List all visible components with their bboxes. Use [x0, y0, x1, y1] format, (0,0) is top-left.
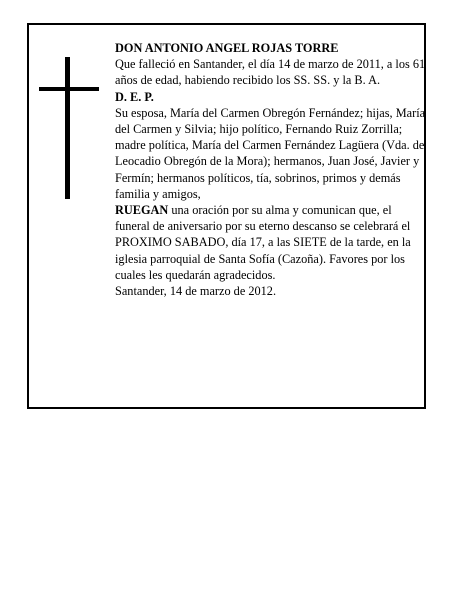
cross-horizontal-bar — [39, 87, 99, 91]
request-body: una oración por su alma y comunican que, el funeral de aniversario por su eterno descanso se celebrará el PROXIMO SABADO, día 17, a las SIETE de la tarde, en la iglesia parroquial de Santa Sofía (Cazoña). Favores por los cuales les quedarán agradecidos. — [115, 203, 411, 282]
funeral-request — [115, 202, 427, 283]
obituary-notice — [27, 23, 426, 409]
place-date: Santander, 14 de marzo de 2012. — [115, 284, 277, 299]
cross-vertical-bar — [65, 57, 70, 199]
request-lead: RUEGAN — [115, 203, 169, 218]
latin-cross-icon — [39, 57, 99, 199]
deceased-name: DON ANTONIO ANGEL ROJAS TORRE — [115, 41, 339, 55]
death-info: Que falleció en Santander, el día 14 de marzo de 2011, a los 61 años de edad, habiendo recibido los SS. SS. y la B. A. — [115, 57, 426, 88]
dep-line: D. E. P. — [115, 89, 154, 104]
notice-text-block — [115, 40, 427, 299]
family-list: Su esposa, María del Carmen Obregón Fernández; hijas, María del Carmen y Silvia; hijo político, Fernando Ruiz Zorrilla; madre política, María del Carmen Fernández Lagüera (Vda. de Leocadio Obregón de la Mora); hermanos, Juan José, Javier y Fermín; hermanos políticos, tía, sobrinos, primos y demás familia y amigos, — [115, 105, 426, 201]
